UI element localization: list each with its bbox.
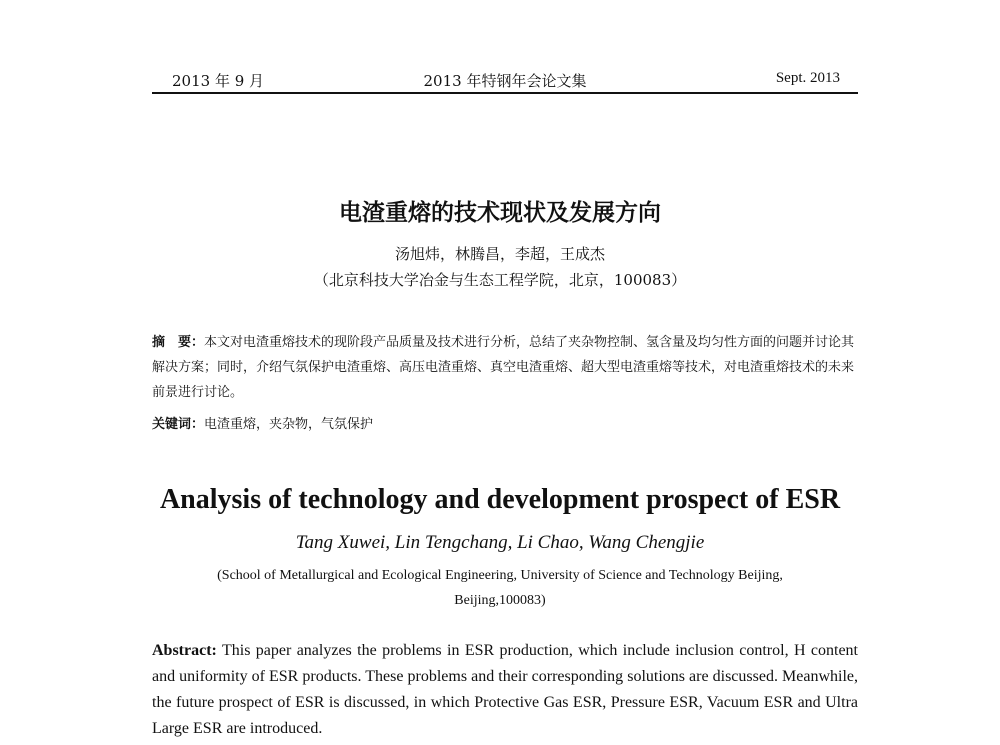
running-header xyxy=(152,70,858,94)
english-abstract-label: Abstract: xyxy=(152,642,217,659)
chinese-abstract-label: 摘 要： xyxy=(152,335,205,350)
header-date-cn: 2013 年 9 月 xyxy=(172,72,265,90)
header-journal: 2013 年特钢年会论文集 xyxy=(423,72,587,90)
chinese-title: 电渣重熔的技术现状及发展方向 xyxy=(339,200,661,226)
english-title: Analysis of technology and development prospect of ESR xyxy=(159,484,841,515)
chinese-abstract xyxy=(152,330,858,405)
english-affiliation: (School of Metallurgical and Ecological Engineering, University of Science and Technology Beijing, Beijing,100083) xyxy=(217,568,783,608)
chinese-authors: 汤旭炜，林腾昌，李超，王成杰 xyxy=(394,245,605,263)
chinese-affiliation: （北京科技大学冶金与生态工程学院，北京，100083） xyxy=(313,271,687,289)
header-date-en: Sept. 2013 xyxy=(775,70,840,86)
chinese-keywords-text: 电渣重熔，夹杂物，气氛保护 xyxy=(204,417,374,432)
english-abstract-text: This paper analyzes the problems in ESR production, which include inclusion control, H content and uniformity of ESR products. These problems and their corresponding solutions are discussed. Meanwhile, the future prospect of ESR is discussed, in which Protective Gas ESR, Pressure ESR, Vacuum ESR and Ultra Large ESR are introduced. xyxy=(152,642,858,737)
chinese-keywords xyxy=(152,413,858,432)
chinese-keywords-label: 关键词： xyxy=(152,417,205,432)
english-authors: Tang Xuwei, Lin Tengchang, Li Chao, Wang Chengjie xyxy=(295,532,705,553)
english-abstract xyxy=(152,638,858,742)
chinese-abstract-text: 本文对电渣重熔技术的现阶段产品质量及技术进行分析，总结了夹杂物控制、氢含量及均匀性方面的问题并讨论其解决方案；同时，介绍气氛保护电渣重熔、高压电渣重熔、真空电渣重熔、超大型电渣重熔等技术，对电渣重熔技术的未来前景进行讨论。 xyxy=(152,335,855,400)
